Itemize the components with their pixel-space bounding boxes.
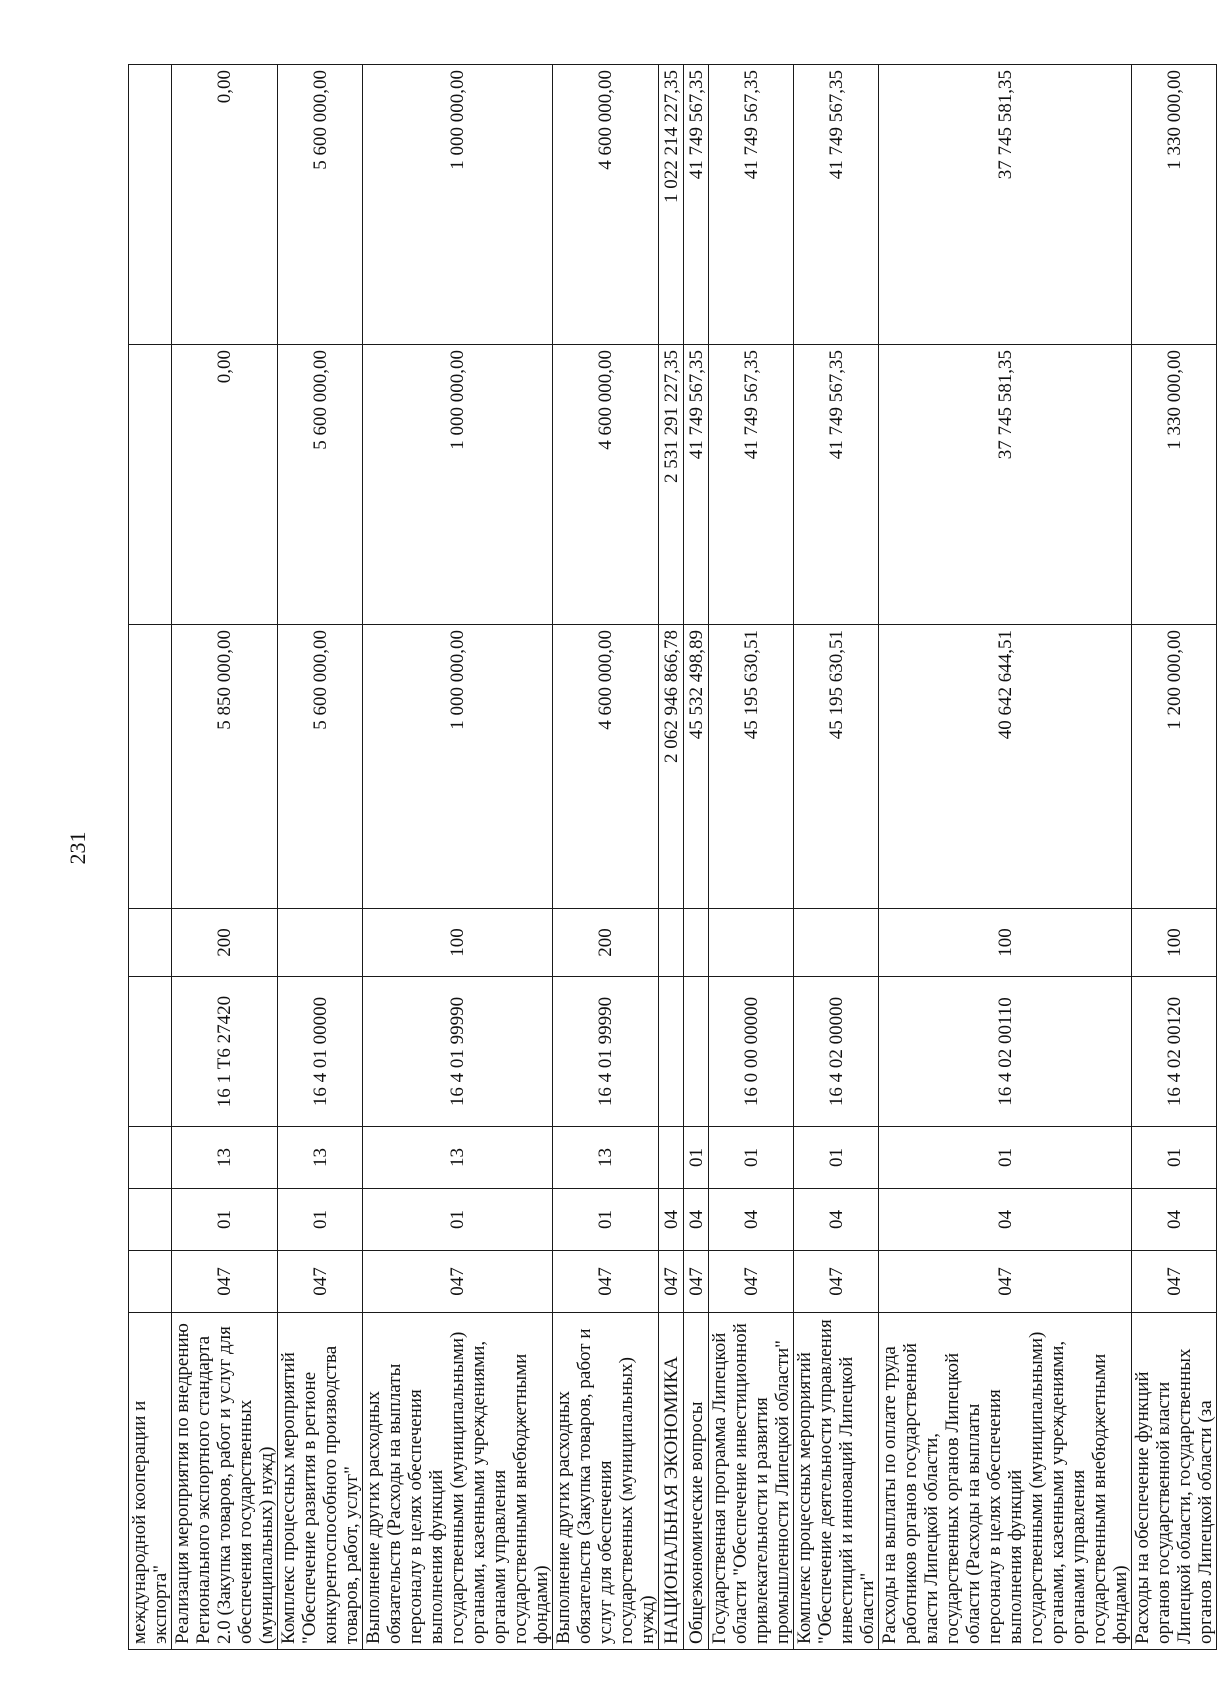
- section-code: 04: [659, 1189, 684, 1251]
- subsection-code: 01: [794, 1127, 879, 1189]
- ministry-code: [129, 1251, 172, 1313]
- amount-2: 41 749 567,35: [684, 345, 709, 625]
- amount-3: 1 022 214 227,35: [659, 65, 684, 345]
- table-row: [684, 65, 709, 1650]
- subsection-code: [129, 1127, 172, 1189]
- ministry-code: 047: [659, 1251, 684, 1313]
- amount-2: 37 745 581,35: [879, 345, 1132, 625]
- amount-3: 41 749 567,35: [794, 65, 879, 345]
- expense-type: [278, 909, 363, 977]
- amount-1: 2 062 946 866,78: [659, 625, 684, 909]
- target-article: [129, 977, 172, 1127]
- expense-type: 100: [879, 909, 1132, 977]
- table-row: [1132, 65, 1217, 1650]
- section-code: 01: [172, 1189, 278, 1251]
- target-article: 16 0 00 00000: [709, 977, 794, 1127]
- expense-type: 100: [363, 909, 553, 977]
- amount-3: 1 000 000,00: [363, 65, 553, 345]
- amount-2: [129, 345, 172, 625]
- expense-type: 200: [172, 909, 278, 977]
- row-name: Расходы на обеспечение функций органов государственной власти Липецкой области, государственных органов Липецкой области (за: [1132, 1313, 1217, 1650]
- amount-2: 4 600 000,00: [553, 345, 659, 625]
- row-name: Комплекс процессных мероприятий "Обеспечение развития в регионе конкурентоспособного производства товаров, работ, услуг": [278, 1313, 363, 1650]
- amount-2: 1 330 000,00: [1132, 345, 1217, 625]
- amount-1: 40 642 644,51: [879, 625, 1132, 909]
- subsection-code: 13: [278, 1127, 363, 1189]
- amount-2: 2 531 291 227,35: [659, 345, 684, 625]
- ministry-code: 047: [363, 1251, 553, 1313]
- target-article: [684, 977, 709, 1127]
- amount-2: 5 600 000,00: [278, 345, 363, 625]
- subsection-code: 13: [363, 1127, 553, 1189]
- amount-2: 1 000 000,00: [363, 345, 553, 625]
- target-article: 16 4 01 00000: [278, 977, 363, 1127]
- table-row: [659, 65, 684, 1650]
- section-code: 01: [553, 1189, 659, 1251]
- target-article: 16 1 Т6 27420: [172, 977, 278, 1127]
- amount-1: 5 600 000,00: [278, 625, 363, 909]
- amount-1: 1 000 000,00: [363, 625, 553, 909]
- ministry-code: 047: [709, 1251, 794, 1313]
- table-row: [129, 65, 172, 1650]
- amount-3: 37 745 581,35: [879, 65, 1132, 345]
- page-number: 231: [65, 831, 90, 865]
- row-name: Выполнение других расходных обязательств (Расходы на выплаты персоналу в целях обеспечения выполнения функций государственными (муниципальными) органами, казенными учреждениями, органами управления государственными внебюджетными фондами): [363, 1313, 553, 1650]
- ministry-code: 047: [278, 1251, 363, 1313]
- expense-type: [684, 909, 709, 977]
- amount-2: 41 749 567,35: [794, 345, 879, 625]
- row-name: Реализация мероприятия по внедрению Регионального экспортного стандарта 2.0 (Закупка товаров, работ и услуг для обеспечения государственных (муниципальных) нужд): [172, 1313, 278, 1650]
- amount-1: 4 600 000,00: [553, 625, 659, 909]
- row-name: международной кооперации и экспорта": [129, 1313, 172, 1650]
- row-name: НАЦИОНАЛЬНАЯ ЭКОНОМИКА: [659, 1313, 684, 1650]
- ministry-code: 047: [172, 1251, 278, 1313]
- subsection-code: 01: [1132, 1127, 1217, 1189]
- amount-1: 5 850 000,00: [172, 625, 278, 909]
- expense-type: [794, 909, 879, 977]
- amount-1: 1 200 000,00: [1132, 625, 1217, 909]
- section-code: 01: [363, 1189, 553, 1251]
- section-code: 04: [879, 1189, 1132, 1251]
- section-code: [129, 1189, 172, 1251]
- target-article: 16 4 02 00120: [1132, 977, 1217, 1127]
- subsection-code: 13: [553, 1127, 659, 1189]
- section-code: 04: [709, 1189, 794, 1251]
- table-row: [363, 65, 553, 1650]
- amount-2: 41 749 567,35: [709, 345, 794, 625]
- section-code: 04: [684, 1189, 709, 1251]
- amount-3: 41 749 567,35: [709, 65, 794, 345]
- rotated-table-wrapper: [128, 65, 1216, 1650]
- amount-1: 45 532 498,89: [684, 625, 709, 909]
- table-row: [172, 65, 278, 1650]
- table-row: [709, 65, 794, 1650]
- subsection-code: 13: [172, 1127, 278, 1189]
- row-name: Общеэкономические вопросы: [684, 1313, 709, 1650]
- amount-3: 1 330 000,00: [1132, 65, 1217, 345]
- subsection-code: [659, 1127, 684, 1189]
- row-name: Комплекс процессных мероприятий "Обеспечение деятельности управления инвестиций и инноваций Липецкой области": [794, 1313, 879, 1650]
- expense-type: 200: [553, 909, 659, 977]
- amount-1: 45 195 630,51: [709, 625, 794, 909]
- row-name: Расходы на выплаты по оплате труда работников органов государственной власти Липецкой области, государственных органов Липецкой области (Расходы на выплаты персоналу в целях обеспечения выполнения функций государственными (муниципальными) органами, казенными учреждениями, органами управления государственными внебюджетными фондами): [879, 1313, 1132, 1650]
- ministry-code: 047: [879, 1251, 1132, 1313]
- ministry-code: 047: [684, 1251, 709, 1313]
- table-row: [553, 65, 659, 1650]
- budget-table: [128, 64, 1217, 1650]
- amount-3: 5 600 000,00: [278, 65, 363, 345]
- expense-type: [709, 909, 794, 977]
- amount-1: [129, 625, 172, 909]
- row-name: Выполнение других расходных обязательств (Закупка товаров, работ и услуг для обеспечения государственных (муниципальных) нужд): [553, 1313, 659, 1650]
- amount-3: 41 749 567,35: [684, 65, 709, 345]
- table-row: [278, 65, 363, 1650]
- target-article: 16 4 01 99990: [363, 977, 553, 1127]
- section-code: 04: [1132, 1189, 1217, 1251]
- ministry-code: 047: [794, 1251, 879, 1313]
- subsection-code: 01: [709, 1127, 794, 1189]
- amount-3: 4 600 000,00: [553, 65, 659, 345]
- expense-type: [129, 909, 172, 977]
- ministry-code: 047: [553, 1251, 659, 1313]
- target-article: 16 4 02 00000: [794, 977, 879, 1127]
- table-row: [879, 65, 1132, 1650]
- expense-type: [659, 909, 684, 977]
- target-article: 16 4 01 99990: [553, 977, 659, 1127]
- amount-3: [129, 65, 172, 345]
- target-article: 16 4 02 00110: [879, 977, 1132, 1127]
- table-row: [794, 65, 879, 1650]
- ministry-code: 047: [1132, 1251, 1217, 1313]
- target-article: [659, 977, 684, 1127]
- row-name: Государственная программа Липецкой области "Обеспечение инвестиционной привлекательности и развития промышленности Липецкой области": [709, 1313, 794, 1650]
- section-code: 01: [278, 1189, 363, 1251]
- amount-2: 0,00: [172, 345, 278, 625]
- subsection-code: 01: [879, 1127, 1132, 1189]
- section-code: 04: [794, 1189, 879, 1251]
- amount-3: 0,00: [172, 65, 278, 345]
- amount-1: 45 195 630,51: [794, 625, 879, 909]
- subsection-code: 01: [684, 1127, 709, 1189]
- expense-type: 100: [1132, 909, 1217, 977]
